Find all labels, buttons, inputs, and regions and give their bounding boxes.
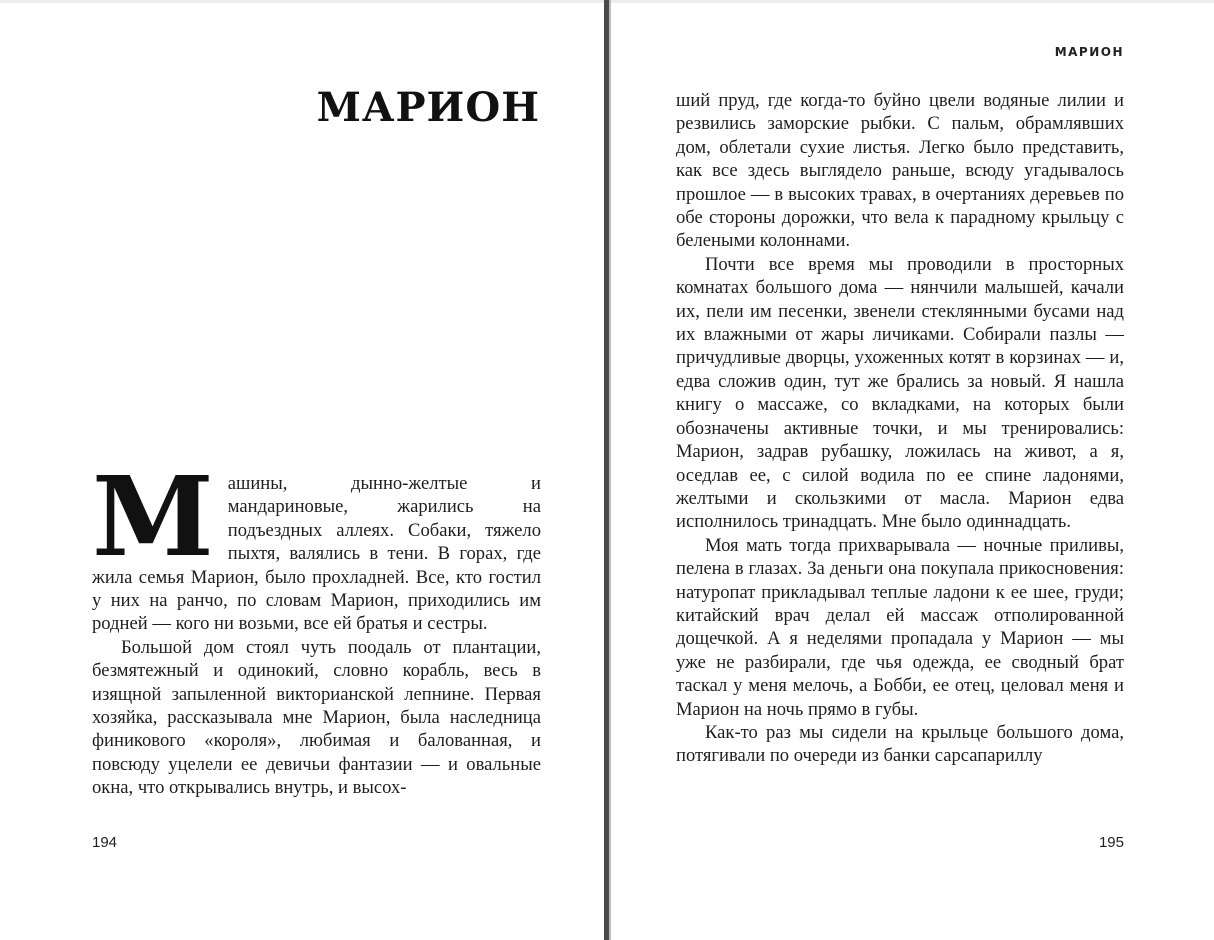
- paragraph: Как-то раз мы сидели на крыльце большого дома, потягивали по очереди из банки сарсапариллу: [676, 721, 1124, 767]
- left-page-body: [92, 452, 541, 800]
- paragraph: Моя мать тогда прихварывала — ночные приливы, пелена в глазах. За деньги она покупала прикосновения: натуропат прикладывал теплые ладони к ее шее, груди; китайский врач делал ей массаж отполированной дощечкой. А я неделями пропадала у Марион — мы уже не разбирали, где чья одежда, ее сводный брат таскал у меня мелочь, а Бобби, ее отец, целовал меня и Марион на ночь прямо в губы.: [676, 534, 1124, 720]
- right-page-body: [676, 89, 1124, 768]
- drop-cap: М: [92, 452, 214, 581]
- paragraph: Большой дом стоял чуть поодаль от плантации, безмятежный и одинокий, словно корабль, весь в изящной запыленной викторианской лепнине. Первая хозяйка, рассказывала мне Марион, была наследница финикового «короля», любимая и балованная, и повсюду уцелели ее девичьи фантазии — и овальные окна, что открывались внутрь, и высох-: [92, 636, 541, 799]
- paragraph: Почти все время мы проводили в просторных комнатах большого дома — нянчили малышей, качали их, пели им песенки, звенели стеклянными бусами над их влажными от жары личиками. Собирали пазлы — причудливые дворцы, ухоженных котят в корзинах — и, едва сложив один, тут же брались за новый. Я нашла книгу о массаже, со вкладками, на которых были обозначены активные точки, и мы тренировались: Марион, задрав рубашку, ложилась на живот, а я, оседлав ее, с силой водила по ее спине ладонями, желтыми и скользкими от масла. Марион едва исполнилось тринадцать. Мне было одиннадцать.: [676, 253, 1124, 533]
- running-head: МАРИОН: [1054, 45, 1124, 59]
- page-number-left: 194: [92, 834, 118, 851]
- paragraph: ший пруд, где когда-то буйно цвели водяные лилии и резвились заморские рыбки. С пальм, обрамлявших дом, облетали сухие листья. Легко было представить, как все здесь выглядело раньше, всюду угадывалось прошлое — в высоких травах, в очертаниях деревьев по обе стороны дорожки, что вела к парадному крыльцу с белеными колоннами.: [676, 90, 1124, 252]
- chapter-title: МАРИОН: [316, 84, 540, 131]
- page-number-right: 195: [1098, 834, 1124, 851]
- opening-paragraph: [92, 452, 541, 636]
- book-spine-shadow: [609, 0, 611, 940]
- opening-paragraph-text: ашины, дынно-желтые и мандариновые, жарились на подъездных аллеях. Собаки, тяжело пыхтя, валялись в тени. В горах, где жила семья Марион, было прохладней. Все, кто гостил у них на ранчо, по словам Марион, приходились им родней — кого ни возьми, все ей братья и сестры.: [92, 473, 541, 635]
